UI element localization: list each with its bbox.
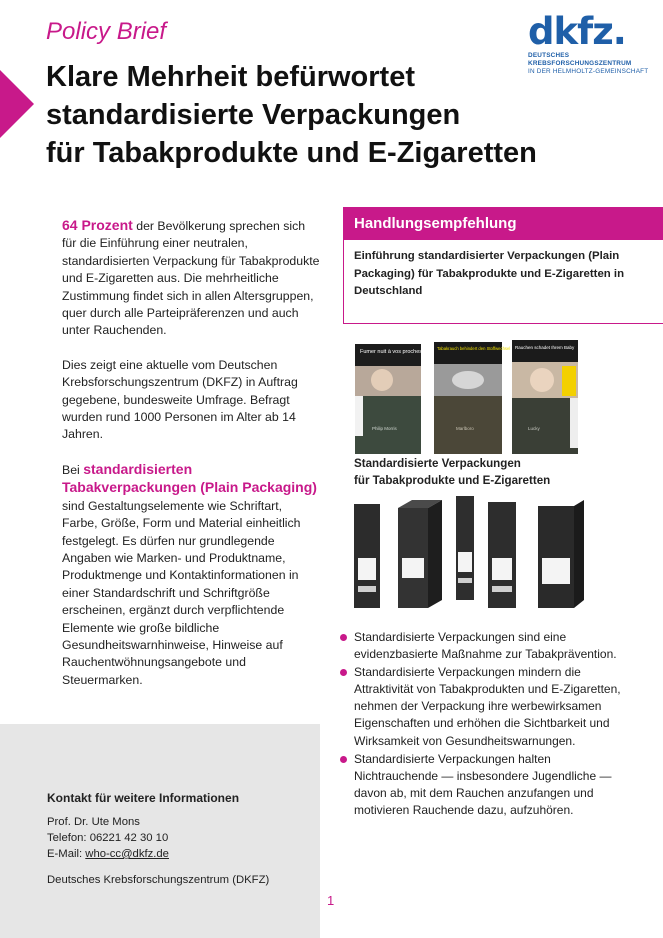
paragraph-survey: Dies zeigt eine aktuelle vom Deutschen Krebsforschungszentrum (DKFZ) in Auftrag gegebene, bundesweite Umfrage. Befragt wurden rund 1000 Personen im Alter ab 14 Jahren. [62,357,298,442]
key-points-list [340,629,635,820]
body-text [62,217,320,706]
pack-2-brand: Marlboro [456,426,474,431]
list-item [340,664,635,749]
logo-line-1: DEUTSCHES [528,52,570,59]
e-cigarette-box-2 [398,500,442,608]
list-item-text: Standardisierte Verpackungen mindern die Attraktivität von Tabakprodukten und E-Zigaretten, nehmen der Verpackung ihre werbewirksamen Eigenschaften und erhöhen die Sichtbarkeit und Wirksamkeit von Gesundheitswarnungen. [354,665,621,748]
e-cigarette-box-5 [538,500,584,608]
e-cigarette-box-4 [488,502,516,608]
list-item [340,629,635,663]
contact-title: Kontakt für weitere Informationen [47,791,240,805]
list-item [340,751,635,819]
bullet-dot-icon [340,756,347,763]
e-cigarette-packs-image [352,492,592,612]
title-line: Klare Mehrheit befürwortet [46,61,415,93]
cigarette-packs-image [352,338,592,456]
paragraph-text: sind Gestaltungselemente wie Schriftart, Farbe, Größe, Form und Material einheitlich festgelegt. Es dürfen nur grundlegende Angaben wie Marken- und Produktname, Produktmenge und Kontaktinformationen in einer Standardschrift und Schriftgröße erscheinen, ergänzt durch verpflichtende Elemente wie große bildliche Gesundheitswarnhinweise, Hinweise auf Rauchentwöhnungsangebote und Steuermarken. [62,498,301,687]
recommendation-box [343,207,663,324]
contact-organization: Deutsches Krebsforschungszentrum (DKFZ) [47,874,270,886]
caption-line: für Tabakprodukte und E-Zigaretten [354,474,551,487]
pack-1-brand: Philip Morris [372,426,397,431]
e-cigarette-box-1 [354,504,380,608]
contact-details [47,790,269,888]
paragraph-lead: Bei [62,462,84,477]
title-line: standardisierte Verpackungen [46,99,461,131]
arrow-marker-icon [0,70,34,138]
dkfz-logo [528,12,653,76]
cigarette-pack-1 [355,344,422,454]
contact-phone: Telefon: 06221 42 30 10 [47,832,169,844]
pack-3-brand: Lucky [528,426,540,431]
logo-wordmark: dkfz. [528,10,626,53]
contact-name: Prof. Dr. Ute Mons [47,816,140,828]
paragraph-intro [62,217,320,340]
email-label: E-Mail: [47,848,86,860]
figure-caption [354,455,550,489]
bullet-dot-icon [340,669,347,676]
e-cigarette-box-3 [456,496,474,600]
logo-line-3: IN DER HELMHOLTZ-GEMEINSCHAFT [528,68,649,75]
contact-email-row [47,846,269,862]
recommendation-text: Einführung standardisierter Verpackungen (Plain Packaging) für Tabakprodukte und E-Zigaretten in Deutschland [354,250,625,297]
paragraph-text: der Bevölkerung sprechen sich für die Einführung einer neutralen, standardisierten Verpackung für Tabakprodukte und E-Zigaretten aus. Die mehrheitliche Zustimmung findet sich in allen Altersgruppen, quer durch alle Parteipräferenzen und auch unter Rauchenden. [62,219,320,338]
contact-box [0,724,320,938]
recommendation-heading: Handlungsempfehlung [344,207,663,240]
cigarette-pack-2 [434,342,510,454]
title-line: für Tabakprodukte und E-Zigaretten [46,137,537,169]
pack-1-warning: Fumer nuit à vos proches [360,349,423,355]
logo-line-2: KREBSFORSCHUNGSZENTRUM [528,60,632,67]
email-link[interactable]: who-cc@dkfz.de [85,848,169,860]
highlight-64-percent: 64 Prozent [62,217,133,233]
page-number: 1 [327,893,335,908]
list-item-text: Standardisierte Verpackungen halten Nichtrauchende — insbesondere Jugendliche — davon ab, mit dem Rauchen anzufangen und motivieren Rauchende dazu, aufzuhören. [354,751,612,817]
paragraph-definition [62,461,320,689]
highlight-plain-packaging: standardisierten Tabakverpackungen (Plain Packaging) [62,460,317,496]
page-title [46,58,606,172]
pack-3-warning: Rauchen schadet Ihrem Baby [515,345,575,350]
caption-line: Standardisierte Verpackungen [354,457,521,470]
pack-2-warning: Tabakrauch behindert den Stoffwechsel [437,346,511,351]
list-item-text: Standardisierte Verpackungen sind eine evidenzbasierte Maßnahme zur Tabakprävention. [354,630,617,662]
bullet-dot-icon [340,634,347,641]
cigarette-pack-3 [512,340,578,454]
policy-brief-label: Policy Brief [46,18,167,45]
